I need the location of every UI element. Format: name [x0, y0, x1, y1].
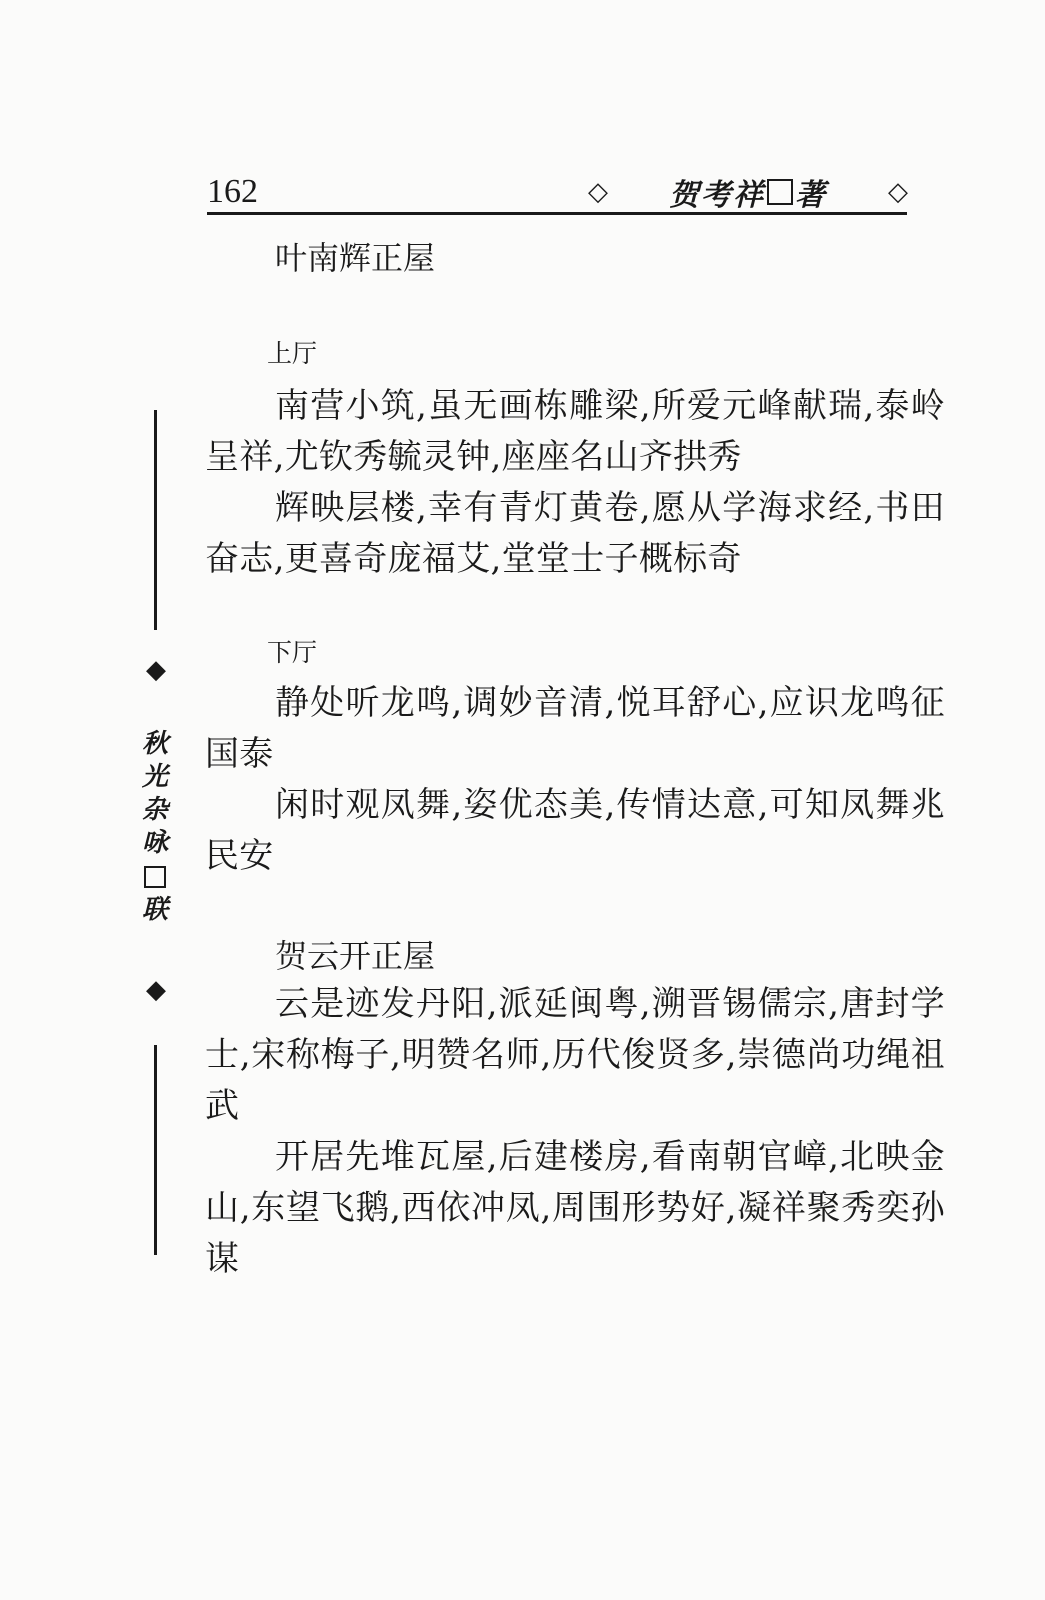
separator-box-icon	[144, 866, 166, 888]
subsection-label: 上厅	[267, 339, 318, 368]
page-number: 162	[207, 173, 258, 210]
subsection-label: 下厅	[267, 638, 318, 667]
section-title: 贺云开正屋	[275, 937, 436, 975]
margin-line-top	[154, 410, 157, 630]
author-credit	[669, 170, 827, 214]
diamond-outline-icon: ◇	[888, 177, 908, 207]
couplet-line: 云是迹发丹阳,派延闽粤,溯晋锡儒宗,唐封学士,宋称梅子,明赞名师,历代俊贤多,崇德尚功绳祖武	[205, 984, 945, 1126]
couplet-line: 开居先堆瓦屋,后建楼房,看南朝官嶂,北映金山,东望飞鹅,西依冲凤,周围形势好,凝祥聚秀奕孙谋	[205, 1137, 945, 1279]
book-title-vertical	[138, 728, 172, 927]
margin-line-bottom	[154, 1045, 157, 1255]
author-suffix: 著	[795, 178, 827, 213]
couplet-line: 南营小筑,虽无画栋雕梁,所爱元峰献瑞,泰岭呈祥,尤钦秀毓灵钟,座座名山齐拱秀	[205, 386, 945, 477]
book-title-char: 秋	[141, 729, 168, 759]
book-title-char: 咏	[141, 828, 168, 858]
section-title: 叶南辉正屋	[275, 239, 436, 277]
book-title-char: 光	[141, 762, 168, 792]
running-header	[588, 172, 908, 212]
diamond-outline-icon: ◇	[588, 177, 608, 207]
author-name: 贺考祥	[669, 178, 765, 213]
couplet-line: 辉映层楼,幸有青灯黄卷,愿从学海求经,书田奋志,更喜奇庞福艾,堂堂士子概标奇	[205, 488, 945, 579]
couplet-line: 闲时观凤舞,姿优态美,传情达意,可知凤舞兆民安	[205, 785, 945, 876]
book-title-char: 杂	[141, 795, 168, 825]
diamond-filled-icon: ◆	[146, 975, 166, 1005]
separator-box-icon	[767, 179, 793, 205]
header-rule	[207, 212, 907, 215]
couplet-line: 静处听龙鸣,调妙音清,悦耳舒心,应识龙鸣征国泰	[205, 683, 945, 774]
diamond-filled-icon: ◆	[146, 655, 166, 685]
book-title-char: 联	[141, 895, 168, 925]
